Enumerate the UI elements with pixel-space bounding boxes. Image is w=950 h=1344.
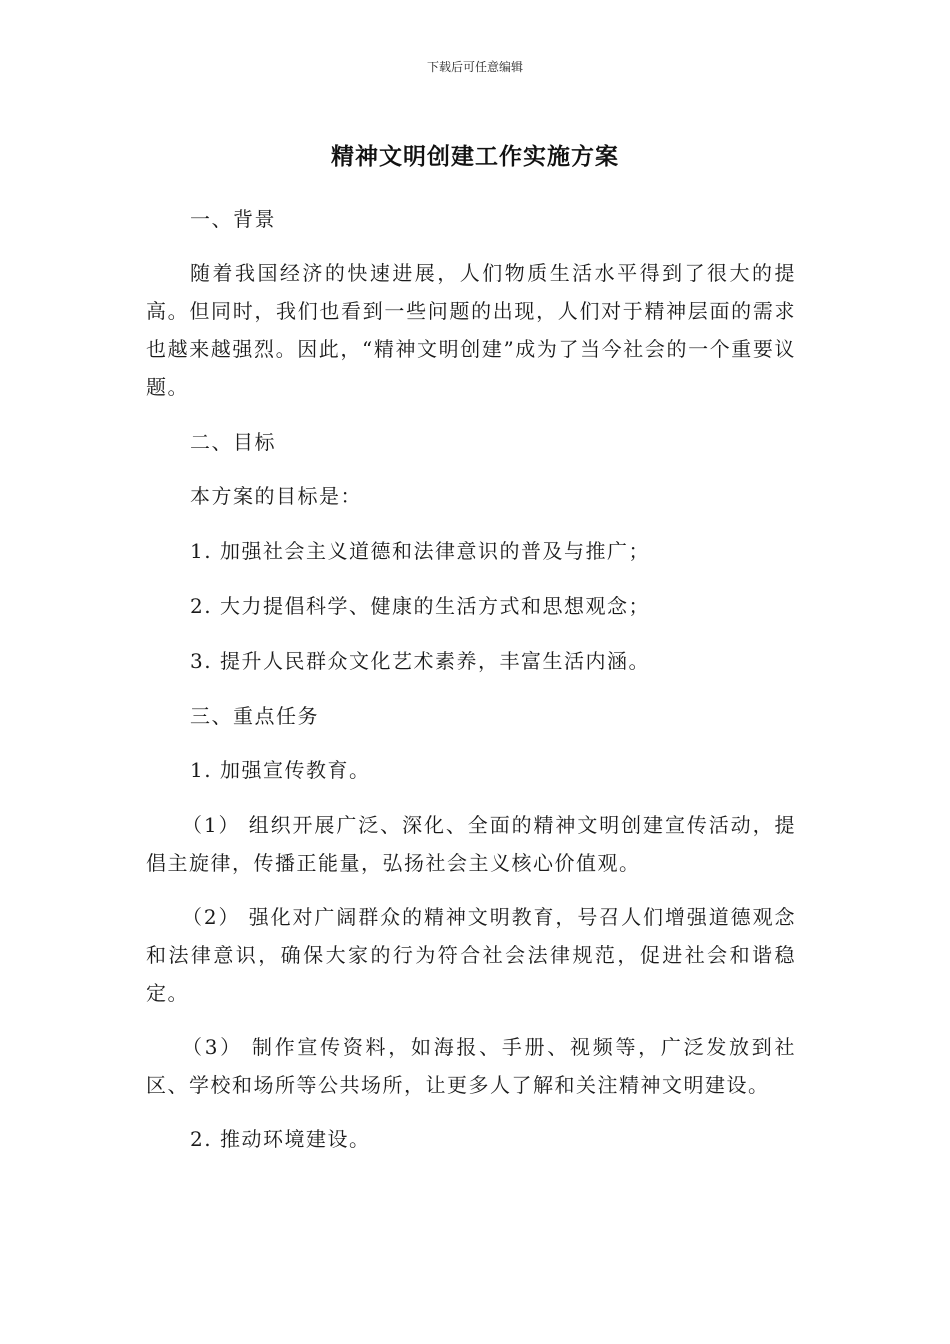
task1-heading: 1. 加强宣传教育。 <box>190 758 371 782</box>
task1-subitem: （1） 组织开展广泛、深化、全面的精神文明创建宣传活动，提倡主旋律，传播正能量，弘扬社会主义核心价值观。 <box>146 813 796 875</box>
header-note: 下载后可任意编辑 <box>426 60 523 74</box>
goal-item: 2. 大力提倡科学、健康的生活方式和思想观念； <box>190 594 650 618</box>
background-heading: 一、背景 <box>190 207 276 231</box>
task1-subitem: （3） 制作宣传资料，如海报、手册、视频等，广泛发放到社区、学校和场所等公共场所，让更多人了解和关注精神文明建设。 <box>146 1035 796 1097</box>
task2-heading: 2. 推动环境建设。 <box>190 1127 371 1151</box>
task1-subitem: （2） 强化对广阔群众的精神文明教育，号召人们增强道德观念和法律意识，确保大家的行为符合社会法律规范，促进社会和谐稳定。 <box>146 905 796 1005</box>
document-title: 精神文明创建工作实施方案 <box>331 144 619 170</box>
tasks-heading: 三、重点任务 <box>190 704 319 728</box>
document-body <box>146 200 796 1175</box>
goal-intro: 本方案的目标是： <box>190 484 362 508</box>
goal-item: 1. 加强社会主义道德和法律意识的普及与推广； <box>190 539 650 563</box>
goal-item: 3. 提升人民群众文化艺术素养，丰富生活内涵。 <box>190 649 650 673</box>
background-paragraph: 随着我国经济的快速进展，人们物质生活水平得到了很大的提高。但同时，我们也看到一些问题的出现，人们对于精神层面的需求也越来越强烈。因此，“精神文明创建”成为了当今社会的一个重要议题。 <box>146 261 796 399</box>
goal-heading: 二、目标 <box>190 430 276 454</box>
